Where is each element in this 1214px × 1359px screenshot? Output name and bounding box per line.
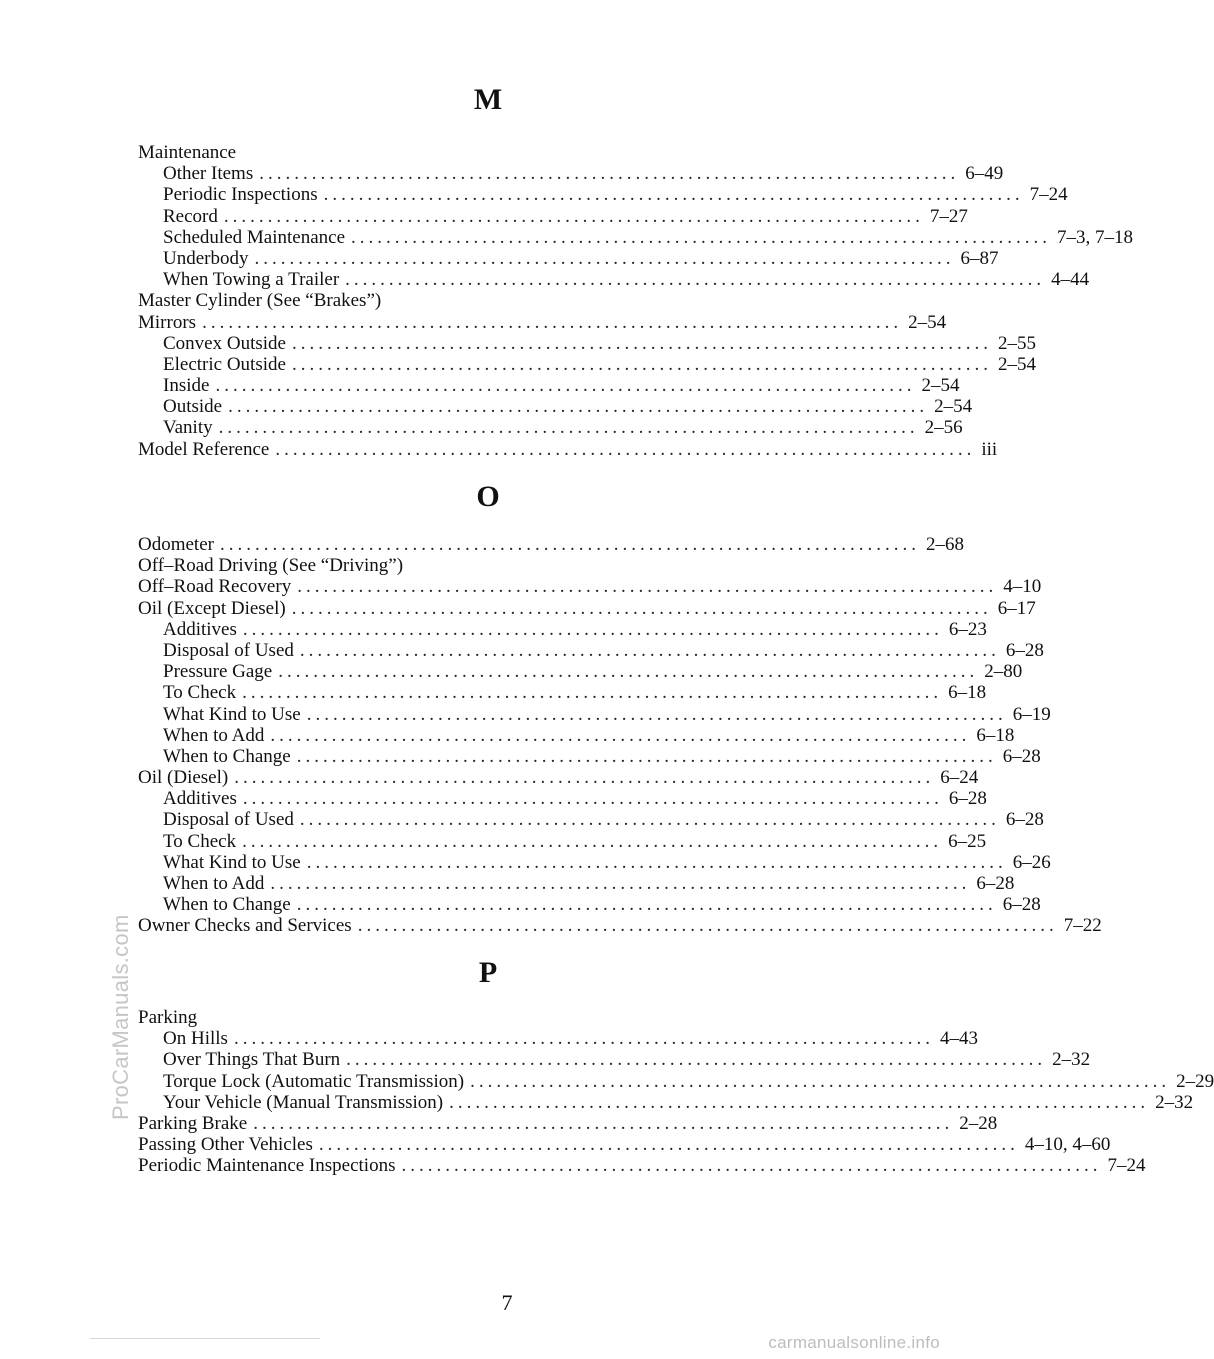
dot-leader: ................................................................................	[351, 226, 1052, 248]
index-entry	[138, 745, 1041, 767]
index-entry-page: 6–28	[1005, 809, 1044, 831]
dot-leader: ................................................................................	[306, 703, 1007, 725]
index-entry-page: 2–54	[921, 375, 960, 397]
index-entry-page: 7–24	[1029, 184, 1068, 206]
page-number: 7	[501, 1290, 513, 1315]
index-entry-page: 6–28	[1002, 894, 1041, 916]
section-letter-p: P	[478, 956, 498, 989]
index-entry	[138, 576, 1042, 598]
index-entry	[138, 1070, 1214, 1092]
index-entry-page: 4–10	[1003, 576, 1042, 598]
index-entry-page: 7–22	[1063, 915, 1102, 937]
dot-leader: ................................................................................	[470, 1070, 1171, 1092]
index-entry-label: Over Things That Burn	[163, 1049, 341, 1071]
dot-leader: ................................................................................	[218, 417, 919, 439]
section-letter-m: M	[473, 83, 503, 116]
index-entry-page: 2–54	[908, 311, 947, 333]
index-entry-label: Inside	[163, 375, 210, 397]
index-entry-page: 2–55	[997, 332, 1036, 354]
index-entry-page: 2–29	[1176, 1070, 1214, 1092]
watermark: ProCarManuals.com	[108, 914, 133, 1120]
index-entry	[138, 703, 1051, 725]
dot-leader: ................................................................................	[234, 767, 935, 789]
index-entry-label: When to Change	[163, 745, 291, 767]
index-entry	[138, 618, 987, 640]
index-entry-page: 6–28	[1002, 745, 1041, 767]
index-entry-page: 4–44	[1051, 269, 1090, 291]
index-entry-label: Outside	[163, 396, 223, 418]
index-entry-page: 2–56	[924, 417, 963, 439]
index-entry-page: 6–28	[976, 873, 1015, 894]
dot-leader: ................................................................................	[215, 375, 916, 397]
index-entry-page: 6–49	[965, 163, 1004, 185]
dot-leader: ................................................................................	[357, 915, 1058, 937]
dot-leader: ................................................................................	[306, 851, 1007, 873]
index-entry-label: Additives	[163, 788, 237, 810]
dot-leader: ................................................................................	[253, 1112, 954, 1134]
index-entry	[138, 639, 1044, 661]
index-entry-label: Parking	[138, 1007, 198, 1028]
index-entry	[138, 184, 1068, 206]
index-entry	[138, 1155, 1146, 1177]
dot-leader: ................................................................................	[202, 311, 903, 333]
dot-leader: ................................................................................	[346, 1049, 1047, 1071]
index-entry-label: Oil (Diesel)	[138, 767, 229, 789]
index-entry-label: Maintenance	[138, 142, 237, 163]
index-entry-label: When to Add	[163, 724, 265, 746]
index-section-m	[138, 142, 1134, 460]
dot-leader: ................................................................................	[296, 894, 997, 916]
dot-leader: ................................................................................	[233, 1028, 934, 1050]
dot-leader: ................................................................................	[296, 745, 997, 767]
index-entry-page: 7–3, 7–18	[1057, 226, 1134, 248]
index-entry-page: 7–24	[1107, 1155, 1146, 1177]
index-entry-label: Disposal of Used	[163, 639, 294, 661]
index-entry	[138, 1007, 838, 1028]
index-entry-label: What Kind to Use	[163, 851, 301, 873]
dot-leader: ................................................................................	[345, 269, 1046, 291]
index-entry	[138, 311, 947, 333]
index-entry-label: To Check	[163, 830, 237, 852]
index-entry	[138, 353, 1036, 375]
index-section-p	[138, 1007, 1214, 1177]
index-entry	[138, 830, 987, 852]
index-entry	[138, 915, 1102, 937]
index-entry	[138, 247, 999, 269]
index-entry	[138, 724, 1015, 746]
index-entry-label: Torque Lock (Automatic Transmission)	[163, 1070, 465, 1092]
index-entry-label: Mirrors	[138, 311, 197, 333]
index-entry-label: Electric Outside	[163, 353, 286, 375]
index-entry-page: 2–28	[959, 1112, 998, 1134]
index-entry	[138, 555, 838, 576]
index-entry	[138, 873, 1015, 894]
index-entry-page: 2–32	[1052, 1049, 1091, 1071]
index-entry-label: Convex Outside	[163, 332, 286, 354]
dot-leader: ................................................................................	[242, 618, 943, 640]
index-entry-label: When Towing a Trailer	[163, 269, 340, 291]
index-entry	[138, 894, 1041, 916]
index-entry-page: 4–10, 4–60	[1024, 1134, 1111, 1156]
index-entry	[138, 226, 1134, 248]
dot-leader: ................................................................................	[291, 332, 992, 354]
dot-leader: ................................................................................	[275, 438, 976, 460]
index-entry	[138, 534, 964, 555]
index-entry-page: 6–17	[997, 597, 1036, 619]
index-entry	[138, 788, 987, 810]
index-entry	[138, 809, 1044, 831]
index-entry	[138, 438, 998, 460]
dot-leader: ................................................................................	[291, 597, 992, 619]
index-entry-page: 2–32	[1155, 1091, 1194, 1113]
index-entry-page: 6–28	[1005, 639, 1044, 661]
index-entry-page: 7–27	[929, 205, 968, 227]
index-section-o	[138, 534, 1102, 937]
index-entry-page: 6–23	[948, 618, 987, 640]
index-entry	[138, 396, 973, 418]
index-entry-label: Odometer	[138, 534, 214, 555]
dot-leader: ................................................................................	[223, 205, 924, 227]
dot-leader: ................................................................................	[323, 184, 1024, 206]
dot-leader: ................................................................................	[219, 534, 920, 555]
index-entry-label: Record	[163, 205, 218, 227]
index-entry-label: Oil (Except Diesel)	[138, 597, 286, 619]
index-entry-label: Parking Brake	[138, 1112, 248, 1134]
index-entry-label: Periodic Maintenance Inspections	[138, 1155, 396, 1177]
index-entry	[138, 1091, 1194, 1113]
dot-leader: ................................................................................	[270, 873, 971, 894]
index-entry	[138, 767, 979, 789]
index-entry-label: Periodic Inspections	[163, 184, 318, 206]
index-entry-label: Scheduled Maintenance	[163, 226, 346, 248]
dot-leader: ................................................................................	[242, 830, 943, 852]
dot-leader: ................................................................................	[299, 639, 1000, 661]
index-entry-page: 4–43	[939, 1028, 978, 1050]
index-entry-label: Master Cylinder (See “Brakes”)	[138, 290, 382, 312]
index-entry	[138, 597, 1036, 619]
index-entry-label: Underbody	[163, 247, 249, 269]
index-entry-label: Vanity	[163, 417, 213, 439]
index-entry	[138, 205, 968, 227]
index-entry-label: Your Vehicle (Manual Transmission)	[163, 1091, 444, 1113]
index-entry-label: When to Add	[163, 873, 265, 894]
index-entry-label: Disposal of Used	[163, 809, 294, 831]
index-entry-label: Model Reference	[138, 438, 270, 460]
footer-site-watermark: carmanualsonline.info	[768, 1333, 940, 1352]
index-entry-label: Additives	[163, 618, 237, 640]
index-entry	[138, 851, 1051, 873]
dot-leader: ................................................................................	[270, 724, 971, 746]
index-entry	[138, 682, 987, 704]
index-entry-label: Off–Road Recovery	[138, 576, 292, 598]
index-entry-label: On Hills	[163, 1028, 228, 1050]
index-entry-page: 6–19	[1012, 703, 1051, 725]
index-entry-label: What Kind to Use	[163, 703, 301, 725]
dot-leader: ................................................................................	[318, 1134, 1019, 1156]
index-entry	[138, 375, 960, 397]
index-entry	[138, 417, 963, 439]
index-entry	[138, 1134, 1111, 1156]
index-entry-label: Other Items	[163, 163, 254, 185]
dot-leader: ................................................................................	[228, 396, 929, 418]
index-entry-label: To Check	[163, 682, 237, 704]
index-entry	[138, 142, 838, 163]
index-entry	[138, 1028, 978, 1050]
index-entry-label: Passing Other Vehicles	[138, 1134, 313, 1156]
index-entry	[138, 290, 838, 311]
index-entry-page: 6–18	[976, 724, 1015, 746]
footer-rule	[90, 1338, 320, 1339]
index-entry-page: 2–54	[997, 353, 1036, 375]
dot-leader: ................................................................................	[297, 576, 998, 598]
index-entry-label: When to Change	[163, 894, 291, 916]
dot-leader: ................................................................................	[449, 1091, 1150, 1113]
index-entry	[138, 1049, 1091, 1071]
index-entry-page: 6–28	[948, 788, 987, 810]
index-entry	[138, 269, 1090, 291]
index-entry-label: Off–Road Driving (See “Driving”)	[138, 555, 404, 577]
dot-leader: ................................................................................	[242, 682, 943, 704]
index-entry	[138, 332, 1036, 354]
section-letter-o: O	[476, 480, 500, 513]
index-entry	[138, 1112, 998, 1134]
dot-leader: ................................................................................	[401, 1155, 1102, 1177]
dot-leader: ................................................................................	[299, 809, 1000, 831]
index-entry-page: 6–26	[1012, 851, 1051, 873]
index-entry-page: 6–25	[948, 830, 987, 852]
dot-leader: ................................................................................	[242, 788, 943, 810]
index-entry	[138, 661, 1023, 683]
index-entry-page: 6–24	[940, 767, 979, 789]
index-entry-label: Owner Checks and Services	[138, 915, 352, 937]
dot-leader: ................................................................................	[278, 661, 979, 683]
index-entry-page: 2–54	[934, 396, 973, 418]
index-entry-page: iii	[981, 438, 998, 460]
dot-leader: ................................................................................	[254, 247, 955, 269]
index-entry-page: 2–80	[984, 661, 1023, 683]
dot-leader: ................................................................................	[291, 353, 992, 375]
dot-leader: ................................................................................	[259, 163, 960, 185]
index-entry-label: Pressure Gage	[163, 661, 273, 683]
index-entry	[138, 163, 1004, 185]
index-entry-page: 2–68	[925, 534, 964, 555]
index-entry-page: 6–87	[960, 247, 999, 269]
index-entry-page: 6–18	[948, 682, 987, 704]
